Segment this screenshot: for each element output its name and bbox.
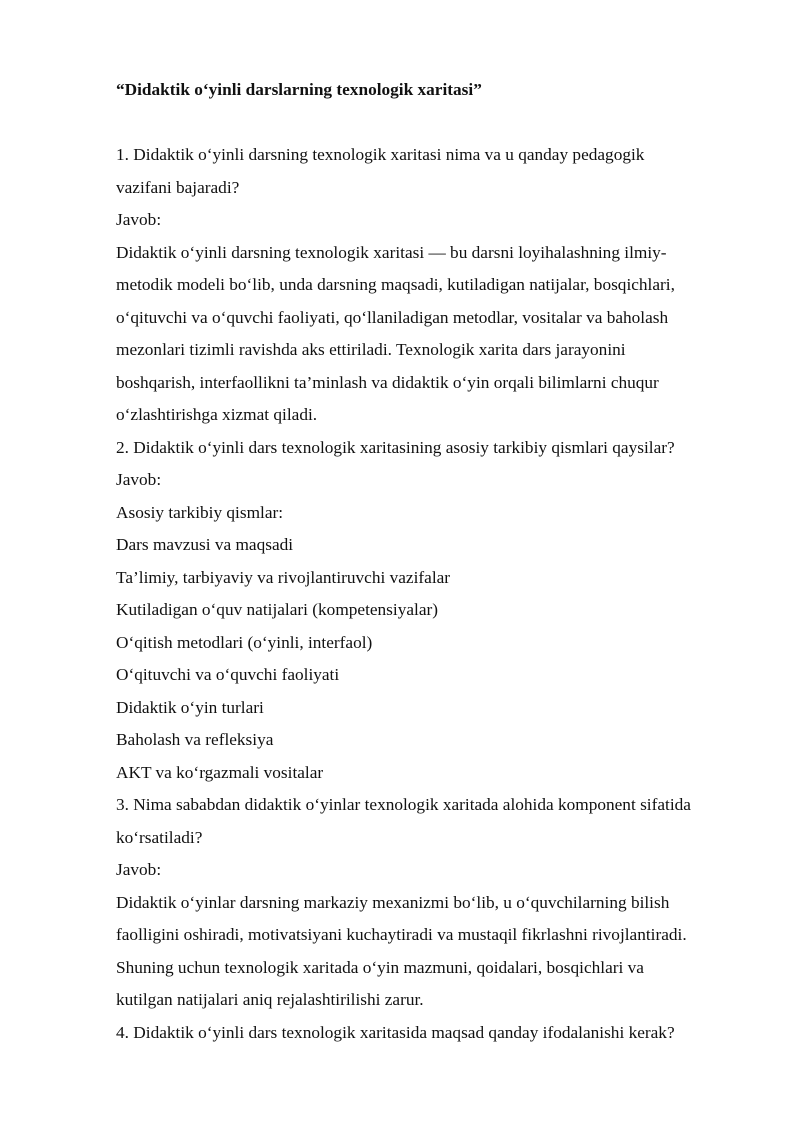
list-item: O‘qitish metodlari (o‘yinli, interfaol) [116, 632, 373, 652]
answer-3-line-2: faolligini oshiradi, motivatsiyani kuchaytiradi va mustaqil fikrlashni rivojlantiradi. [116, 925, 687, 944]
question-1-line-2: vazifani bajaradi? [116, 177, 240, 197]
answer-1-line-6: o‘zlashtirishga xizmat qiladi. [116, 405, 318, 424]
answer-3-line-4: kutilgan natijalari aniq rejalashtirilishi zarur. [116, 990, 424, 1009]
question-4: 4. Didaktik o‘yinli dars texnologik xaritasida maqsad qanday ifodalanishi kerak? [116, 1022, 675, 1042]
question-3-line-1: 3. Nima sababdan didaktik o‘yinlar texnologik xaritada alohida komponent sifatida [116, 795, 691, 814]
list-item: Baholash va refleksiya [116, 730, 274, 749]
list-item: Didaktik o‘yin turlari [116, 697, 264, 717]
document-body [116, 74, 756, 1049]
question-2: 2. Didaktik o‘yinli dars texnologik xaritasining asosiy tarkibiy qismlari qaysilar? [116, 437, 675, 457]
answer-1-line-4: mezonlari tizimli ravishda aks ettiriladi. Texnologik xarita dars jarayonini [116, 340, 626, 359]
answer-3-line-3: Shuning uchun texnologik xaritada o‘yin mazmuni, qoidalari, bosqichlari va [116, 957, 644, 977]
answer-1-line-1: Didaktik o‘yinli darsning texnologik xaritasi — bu darsni loyihalashning ilmiy- [116, 242, 667, 262]
list-item: O‘qituvchi va o‘quvchi faoliyati [116, 665, 340, 684]
list-item: Ta’limiy, tarbiyaviy va rivojlantiruvchi vazifalar [116, 567, 451, 587]
answer-1-line-5: boshqarish, interfaollikni ta’minlash va didaktik o‘yin orqali bilimlarni chuqur [116, 372, 659, 392]
answer-1-label: Javob: [116, 210, 162, 229]
list-item: AKT va ko‘rgazmali vositalar [116, 762, 324, 782]
answer-2-intro: Asosiy tarkibiy qismlar: [116, 502, 284, 522]
list-item: Dars mavzusi va maqsadi [116, 535, 294, 554]
answer-3-line-1: Didaktik o‘yinlar darsning markaziy mexanizmi bo‘lib, u o‘quvchilarning bilish [116, 892, 670, 912]
list-item: Kutiladigan o‘quv natijalari (kompetensiyalar) [116, 600, 438, 619]
answer-1-line-3: o‘qituvchi va o‘quvchi faoliyati, qo‘llaniladigan metodlar, vositalar va baholash [116, 307, 669, 327]
question-1-line-1: 1. Didaktik o‘yinli darsning texnologik xaritasi nima va u qanday pedagogik [116, 145, 645, 164]
title-spacer [116, 107, 756, 140]
answer-2-label: Javob: [116, 470, 162, 489]
answer-1-line-2: metodik modeli bo‘lib, unda darsning maqsadi, kutiladigan natijalar, bosqichlari, [116, 275, 675, 294]
question-3-line-2: ko‘rsatiladi? [116, 827, 203, 847]
answer-3-label: Javob: [116, 860, 162, 879]
document-title: “Didaktik o‘yinli darslarning texnologik xaritasi” [116, 80, 482, 99]
